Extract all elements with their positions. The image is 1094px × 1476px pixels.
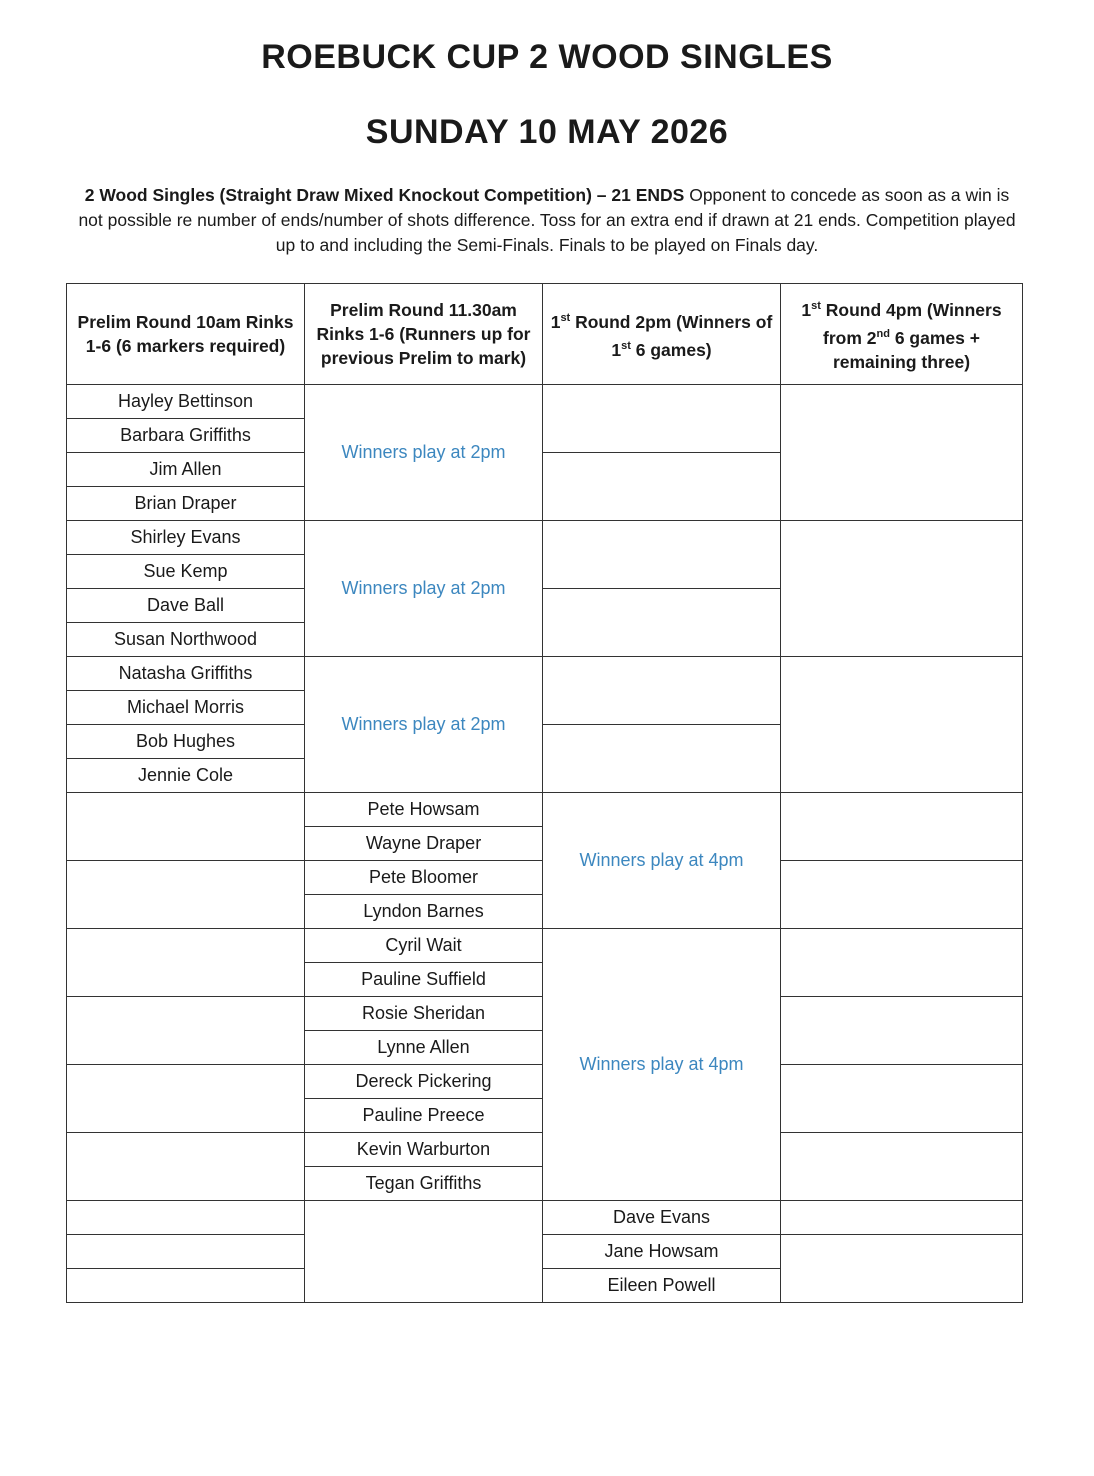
competition-rules [72, 183, 1022, 258]
player-cell: Cyril Wait [305, 929, 543, 963]
empty-cell [781, 1065, 1023, 1133]
player-cell: Pete Bloomer [305, 861, 543, 895]
draw-table [66, 283, 1023, 1303]
ordinal-suffix: st [811, 300, 821, 313]
player-cell: Pete Howsam [305, 793, 543, 827]
empty-cell [67, 793, 305, 861]
player-cell: Hayley Bettinson [67, 385, 305, 419]
player-cell: Pauline Preece [305, 1099, 543, 1133]
col-prelim-10am: Prelim Round 10am Rinks 1-6 (6 markers required) [67, 284, 305, 385]
table-row [67, 385, 1023, 419]
player-cell: Tegan Griffiths [305, 1167, 543, 1201]
table-row [67, 793, 1023, 827]
player-cell: Lynne Allen [305, 1031, 543, 1065]
player-cell: Brian Draper [67, 487, 305, 521]
player-cell: Dave Ball [67, 589, 305, 623]
empty-cell [543, 453, 781, 521]
empty-cell [781, 1133, 1023, 1201]
empty-cell [67, 861, 305, 929]
col-prelim-1130: Prelim Round 11.30am Rinks 1-6 (Runners up for previous Prelim to mark) [305, 284, 543, 385]
ordinal-suffix: st [621, 340, 631, 352]
player-cell: Pauline Suffield [305, 963, 543, 997]
empty-cell [781, 861, 1023, 929]
bye-player-cell: Jane Howsam [543, 1235, 781, 1269]
empty-cell [781, 1201, 1023, 1235]
player-cell: Michael Morris [67, 691, 305, 725]
competition-format: 2 Wood Singles (Straight Draw Mixed Knockout Competition) – 21 ENDS [84, 185, 685, 205]
player-cell: Jennie Cole [67, 759, 305, 793]
player-cell: Barbara Griffiths [67, 419, 305, 453]
empty-cell [67, 1269, 305, 1303]
player-cell: Bob Hughes [67, 725, 305, 759]
empty-cell [781, 1235, 1023, 1303]
player-cell: Kevin Warburton [305, 1133, 543, 1167]
table-row [67, 521, 1023, 555]
table-row [67, 657, 1023, 691]
header-row [67, 284, 1023, 385]
table-row [67, 929, 1023, 963]
empty-cell [781, 521, 1023, 657]
empty-cell [305, 1201, 543, 1303]
empty-cell [543, 589, 781, 657]
bye-player-cell: Dave Evans [543, 1201, 781, 1235]
player-cell: Natasha Griffiths [67, 657, 305, 691]
event-date: SUNDAY 10 MAY 2026 [365, 113, 729, 151]
player-cell: Dereck Pickering [305, 1065, 543, 1099]
empty-cell [781, 793, 1023, 861]
bye-player-cell: Eileen Powell [543, 1269, 781, 1303]
empty-cell [543, 385, 781, 453]
empty-cell [543, 725, 781, 793]
winners-note: Winners play at 2pm [305, 657, 543, 793]
ordinal-suffix: st [560, 312, 571, 325]
competition-rules-text: Opponent to concede as soon as a win is not possible re number of ends/number of shots difference. Toss for an extra end if drawn at 21 ends. Competition played up to and including the Semi-Finals. Finals to be played on Finals day. [78, 185, 1016, 255]
winners-note: Winners play at 4pm [543, 793, 781, 929]
player-cell: Shirley Evans [67, 521, 305, 555]
player-cell: Wayne Draper [305, 827, 543, 861]
player-cell: Lyndon Barnes [305, 895, 543, 929]
player-cell: Sue Kemp [67, 555, 305, 589]
player-cell: Rosie Sheridan [305, 997, 543, 1031]
winners-note: Winners play at 2pm [305, 521, 543, 657]
empty-cell [67, 1065, 305, 1133]
empty-cell [67, 929, 305, 997]
empty-cell [67, 1235, 305, 1269]
empty-cell [67, 1133, 305, 1201]
empty-cell [67, 997, 305, 1065]
player-cell: Susan Northwood [67, 623, 305, 657]
empty-cell [67, 1201, 305, 1235]
col-round1-4pm: 1st Round 4pm (Winners from 2nd 6 games + remaining three) [781, 284, 1023, 385]
col-round1-2pm: 1st Round 2pm (Winners of 1st 6 games) [543, 284, 781, 385]
ordinal-suffix: nd [876, 328, 890, 340]
empty-cell [543, 657, 781, 725]
winners-note: Winners play at 2pm [305, 385, 543, 521]
empty-cell [543, 521, 781, 589]
player-cell: Jim Allen [67, 453, 305, 487]
empty-cell [781, 657, 1023, 793]
page-title: ROEBUCK CUP 2 WOOD SINGLES [261, 38, 833, 76]
winners-note: Winners play at 4pm [543, 929, 781, 1201]
empty-cell [781, 929, 1023, 997]
empty-cell [781, 997, 1023, 1065]
empty-cell [781, 385, 1023, 521]
